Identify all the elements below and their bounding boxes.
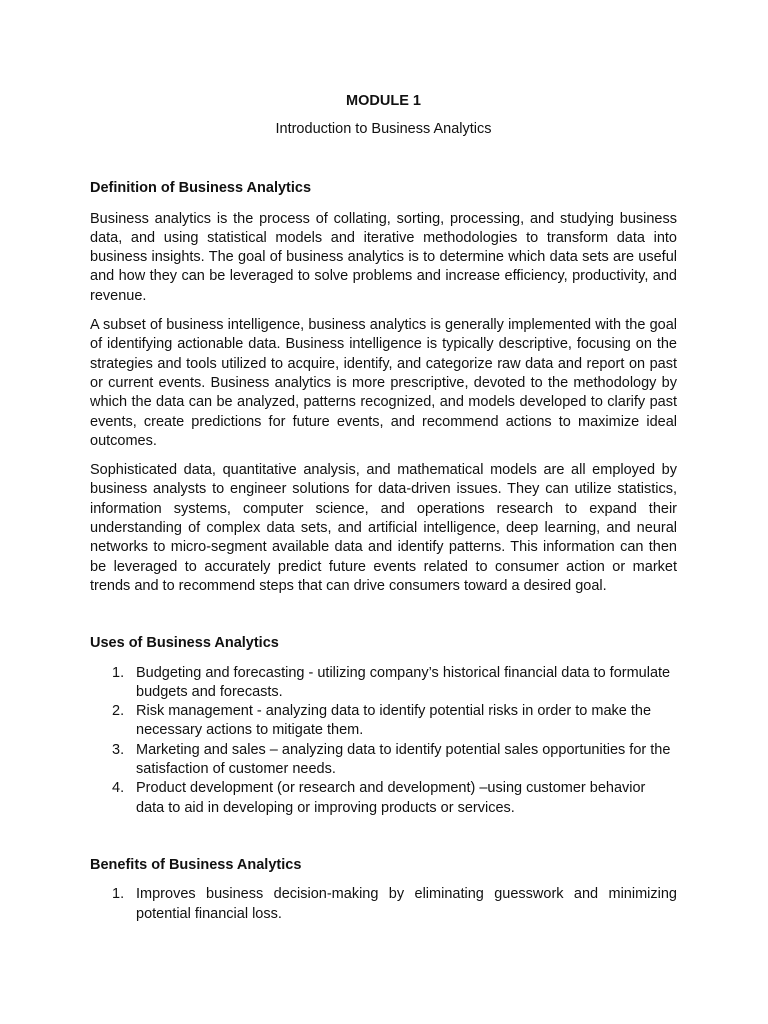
list-number: 4.: [112, 780, 125, 797]
list-text: Marketing and sales – analyzing data to identify potential sales opportunities for the satisfaction of customer needs.: [136, 741, 671, 778]
list-text: Budgeting and forecasting - utilizing company’s historical financial data to formulate budgets and forecasts.: [136, 664, 671, 700]
list-text: Improves business decision-making by eliminating guesswork and minimizing potential financial loss.: [136, 886, 677, 922]
benefits-heading: Benefits of Business Analytics: [90, 856, 302, 873]
list-item: [90, 741, 677, 780]
document-page: [90, 92, 677, 924]
uses-list: [90, 664, 677, 818]
definition-paragraph: Sophisticated data, quantitative analysis, and mathematical models are all employed by business analysts to engineer solutions for data-driven issues. They can utilize statistics, information systems, computer science, and operations research to expand their understanding of complex data sets, and artificial intelligence, deep learning, and neural networks to micro-segment available data and identify patterns. This information can then be leveraged to accurately predict future events related to consumer action or market trends and to recommend steps that can drive consumers toward a desired goal.: [90, 462, 677, 594]
list-number: 3.: [112, 741, 125, 758]
module-title: MODULE 1: [346, 93, 421, 109]
list-item: [90, 702, 677, 741]
list-number: 1.: [112, 664, 125, 681]
definition-paragraph: Business analytics is the process of collating, sorting, processing, and studying business data, and using statistical models and iterative methodologies to transform data into business insights. The goal of business analytics is to determine which data sets are useful and how they can be leveraged to solve problems and increase efficiency, productivity, and revenue.: [90, 210, 677, 304]
list-item: [90, 779, 677, 818]
list-number: 1.: [112, 886, 125, 903]
list-number: 2.: [112, 703, 125, 720]
uses-heading: Uses of Business Analytics: [90, 635, 279, 652]
module-subtitle: Introduction to Business Analytics: [275, 121, 492, 137]
list-text: Risk management - analyzing data to identify potential risks in order to make the necessary actions to mitigate them.: [136, 703, 652, 739]
list-item: [90, 664, 677, 703]
definition-paragraph: A subset of business intelligence, business analytics is generally implemented with the goal of identifying actionable data. Business intelligence is typically descriptive, focusing on the strategies and tools utilized to acquire, identify, and categorize raw data and report on past or current events. Business analytics is more prescriptive, devoted to the methodology by which the data can be analyzed, patterns recognized, and models developed to clarify past events, create predictions for future events, and recommend actions to maximize ideal outcomes.: [90, 317, 677, 449]
list-item: [90, 885, 677, 924]
list-text: Product development (or research and development) –using customer behavior data to aid in developing or improving products or services.: [136, 780, 646, 816]
benefits-list: [90, 885, 677, 924]
definition-heading: Definition of Business Analytics: [90, 180, 312, 197]
